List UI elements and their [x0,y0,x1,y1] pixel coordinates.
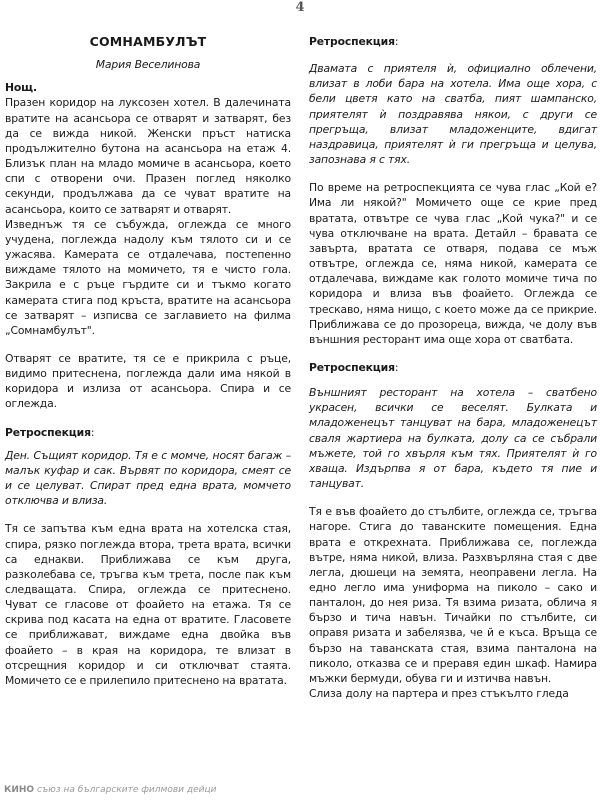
night-heading: Нощ. [5,81,37,95]
page-number: 4 [295,0,305,15]
retrospection-heading-2: Ретроспекция: [309,35,399,48]
paragraph-3: Отварят се вратите, тя се е прикрила с ръце, видимо притеснена, поглежда дали има някой в коридора и излиза от асансьора. Спира и се оглежда. [5,351,291,411]
footer-brand: КИНО [4,785,35,795]
retrospection-text-1: Ден. Същият коридор. Тя е с момче, носят багаж –малък куфар и сак. Вървят по коридора, смеят се и се целуват. Спират пред една врата, момчето отключва и влиза. [5,448,291,508]
right-column [309,34,597,709]
retrospection-heading-1: Ретроспекция: [5,425,95,439]
article-title: СОМНАМБУЛЪТ [89,34,207,49]
paragraph-7: Слиза долу на партера и през стъкълто гледа [309,687,569,701]
footer [4,785,216,795]
retrospection-text-3: Външният ресторант на хотела – сватбено украсен, всички се веселят. Булката и младоженецът танцуват на бара, младоженецът сваля жартиера на булката, долу са се събрали мъжете, той го хвърля към тях. Приятелят ѝ го хваща. Издърпва я от бара, където тя пие и танцуват. [309,386,597,491]
paragraph-1: Празен коридор на луксозен хотел. В далечината вратите на асансьора се отварят и затварят, без да се вижда никой. Женски пръст натиска продължително бутона на асансьора на етаж 4. Близък план на младо момиче в асансьора, което спи с отворени очи. Празен поглед няколко секунди, продължава да се чуват вратите на асансьора, които се затварят и отварят. [5,96,291,216]
paragraph-5: По време на ретроспекцията се чува глас „Кой е? Има ли някой?" Момичето още се крие пред вратата, отвътре се чува глас „Кой чука?" и се чува отключване на врата. Детайл – бравата се завърта, вратата се отваря, подава се мъж отвътре, оглежда се, няма никой, камерата се отдалечава, виждаме как голото момиче тича по коридора и влиза във фоайето. Оглежда се трескаво, няма нищо, с което може да се прикрие. Приближава се до прозореца, вижда, че долу във външния ресторант има още хора от сватбата. [309,181,597,346]
retrospection-text-2: Двамата с приятеля ѝ, официално облечени, влизат в лоби бара на хотела. Има още хора, с бели цветя като на сватба, пият шампанско, приятелят ѝ поздравява някои, с други се прегръща, влизат младоженците, вдигат наздравица, приятелят ѝ ги прегръща и целува, запознава я с тях. [309,62,597,167]
retrospection-heading-3: Ретроспекция: [309,360,399,374]
article-author: Мария Веселинова [95,58,201,72]
paragraph-4: Тя се запътва към една врата на хотелска стая, спира, рязко поглежда втора, трета врата, всички са еднакви. Приближава се към друга, разколебава се, тръгва към трета, после пак към следващата. Спира, оглежда се притеснено. Чуват се гласове от фоайето на етажа. Тя се скрива под касата на една от вратите. Гласовете се приближават, виждаме една двойка във фоайето – в края на коридора, те влизат в отсрещния коридор и си отключват стаята. Момичето се е прилепило притеснено на вратата. [5,522,291,687]
left-column [5,34,291,696]
footer-tagline: съюз на българските филмови дейци [36,785,217,795]
paragraph-6: Тя е във фоайето до стълбите, оглежда се, тръгва нагоре. Стига до таванските помещения. Една врата е открехната. Приближава се, поглежда вътре, няма никой, влиза. Разхвърляна стая с две легла, дюшеци на земята, неоправени легла. На едно легло има униформа на пиколо – сако и панталон, до нея риза. Тя взима ризата, облича я бързо и тича навън. Тичайки по стълбите, си оправя ризата и забелязва, че й е къса. Връща се бързо на таванската стая, взима панталона на пиколо, отказва се и преравя един шкаф. Намира мъжки бермуди, обува ги и изтичва навън. [309,505,597,685]
paragraph-2: Изведнъж тя се събужда, оглежда се много учудена, поглежда надолу към тялото си и се ужасява. Камерата се отдалечава, постепенно виждаме тялото на момичето, тя е чисто гола. Закрила е с ръце гърдите си и тъкмо когато камерата стига под кръста, вратите на асансьора се затварят – изписва се заглавието на филма „Сомнамбулът". [5,217,291,337]
